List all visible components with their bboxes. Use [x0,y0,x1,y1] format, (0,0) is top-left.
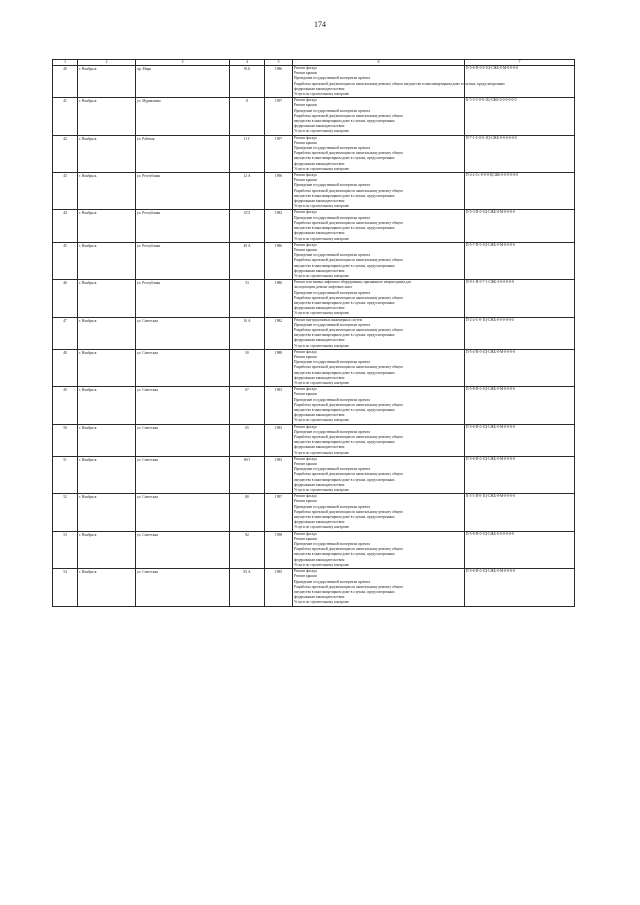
row-number: 47 [53,317,78,349]
column-header-2: 2 [78,60,136,66]
work-item: Разработка проектной документации по капитальному ремонту общего [294,584,404,589]
house-number-cell: 47/2 [230,210,265,242]
works-cell [293,173,465,210]
row-number: 53 [53,531,78,568]
work-item: Ремонт фасада [294,494,317,499]
work-item: федеральным законодательством [294,413,345,418]
house-number-cell: 69/1 [230,456,265,493]
municipality-cell: г. Ноябрьск [78,569,136,606]
work-item: Ремонт фасада [294,98,317,103]
table-row [53,242,575,279]
house-number-cell: 50 [230,349,265,386]
build-year-cell: 1998 [265,531,293,568]
work-item: имущества в многоквартирном доме в случаях, предусмотренных [294,156,395,161]
work-item: федеральным законодательством [294,595,345,600]
row-number: 46 [53,280,78,317]
work-item: Ремонт крыши [294,574,317,579]
house-number-cell: 10 А [230,317,265,349]
municipality-cell: г. Ноябрьск [78,173,136,210]
work-item: федеральным законодательством [294,124,345,129]
work-item: Услуги по строительному контролю [294,204,350,209]
municipality-cell: г. Ноябрьск [78,456,136,493]
table-row [53,317,575,349]
work-item: Услуги по строительному контролю [294,418,350,423]
house-number-cell: 80 [230,494,265,531]
build-year-cell: 1982 [265,210,293,242]
street-cell: ул. Советская [136,531,230,568]
work-item: Проведение государственной экспертизы проекта [294,467,371,472]
work-item: Ремонт фасада [294,242,317,247]
column-header-3: 3 [136,60,230,66]
building-code-cell: К-5-3-С-0-0-1Ц-СЖБ-0-0-0-0-0-0 [465,98,575,135]
municipality-cell: г. Ноябрьск [78,98,136,135]
work-item: Ремонт крыши [294,536,317,541]
house-number-cell: 67 [230,387,265,424]
work-item: Ремонт внутридомовых инженерных систем [294,317,362,322]
work-item: имущества в многоквартирном доме в случаях, предусмотренных [294,226,395,231]
work-item: федеральным законодательством [294,482,345,487]
work-item: Услуги по строительному контролю [294,236,350,241]
work-item: Проведение государственной экспертизы проекта [294,322,371,327]
row-number: 50 [53,424,78,456]
works-cell [293,317,465,349]
works-cell [293,135,465,172]
work-item: Разработка проектной документации по капитальному ремонту общего [294,113,404,118]
works-cell [293,387,465,424]
work-item: федеральным законодательством [294,268,345,273]
work-item: Проведение государственной экспертизы проекта [294,504,371,509]
table-row [53,569,575,606]
work-item: Проведение государственной экспертизы проекта [294,579,371,584]
house-number-cell: 65 [230,424,265,456]
work-item: Разработка проектной документации по капитальному ремонту общего [294,220,404,225]
work-item: Услуги по строительному контролю [294,129,350,134]
row-number: 41 [53,98,78,135]
works-cell [293,569,465,606]
work-item: Проведение государственной экспертизы проекта [294,290,371,295]
work-item: имущества в многоквартирном доме в случаях, предусмотренных [294,515,395,520]
build-year-cell: 1983 [265,424,293,456]
work-item: федеральным законодательством [294,557,345,562]
work-item: Ремонт крыши [294,462,317,467]
house-number-cell: 11 Г [230,135,265,172]
work-item: имущества в многоквартирном доме в случаях, предусмотренных [294,119,395,124]
row-number: 43 [53,173,78,210]
build-year-cell: 1988 [265,349,293,386]
work-item: имущества в многоквартирном доме в случаях, предусмотренных [294,477,395,482]
street-cell: ул. Советская [136,349,230,386]
column-header-7: 7 [465,60,575,66]
work-item: имущества в многоквартирном доме в случаях, предусмотренных [294,263,395,268]
work-item: имущества в многоквартирном доме в случаях, предусмотренных [294,300,395,305]
work-item: Разработка проектной документации по капитальному ремонту общего [294,472,404,477]
work-item: Ремонт крыши [294,71,317,76]
municipality-cell: г. Ноябрьск [78,494,136,531]
house-number-cell: 8 [230,98,265,135]
house-number-cell: 93 Б [230,66,265,98]
street-cell: ул. Республики [136,210,230,242]
work-item: Услуги по строительному контролю [294,166,350,171]
work-item: Проведение государственной экспертизы проекта [294,429,371,434]
table-row [53,456,575,493]
house-number-cell: 12 А [230,173,265,210]
build-year-cell: 1985 [265,569,293,606]
works-cell [293,456,465,493]
work-item: Разработка проектной документации по капитальному ремонту общего [294,327,404,332]
table-row [53,280,575,317]
table-row [53,173,575,210]
street-cell: ул. Республики [136,173,230,210]
building-code-cell: П-9-1-П-0-7-1-СЖБ-3-0-0-0-0-0 [465,280,575,317]
works-cell [293,210,465,242]
work-item: Разработка проектной документации по капитальному ремонту общего [294,547,404,552]
row-number: 48 [53,349,78,386]
building-code-cell: П-7-1-С-0-0-1Ц-СЖБ-0-0-0-0-0-0 [465,135,575,172]
work-item: имущества в многоквартирном доме в случаях, предусмотренных [294,370,395,375]
street-cell: ул. Советская [136,317,230,349]
work-item: Проведение государственной экспертизы проекта [294,215,371,220]
column-header-5: 5 [265,60,293,66]
work-item: Ремонт фасада [294,173,317,178]
build-year-cell: 1997 [265,98,293,135]
work-item: Ремонт фасада [294,456,317,461]
building-code-cell: П-5-4-П-0-1Ц-СЖБ-0-М-0-0-0-0 [465,349,575,386]
work-item: Ремонт крыши [294,140,317,145]
work-item: Разработка проектной документации по капитальному ремонту общего [294,295,404,300]
column-header-6: 6 [293,60,465,66]
build-year-cell: 1983 [265,387,293,424]
work-item: Проведение государственной экспертизы проекта [294,146,371,151]
work-item: Разработка проектной документации по капитальному ремонту общего [294,151,404,156]
work-item: Разработка проектной документации по капитальному ремонту общего [294,188,404,193]
row-number: 52 [53,494,78,531]
house-number-cell: 53 [230,280,265,317]
municipality-cell: г. Ноябрьск [78,387,136,424]
building-code-cell: П-5-6-П-0-1Ц-СЖБ-0-М-0-0-0-0 [465,569,575,606]
build-year-cell: 1996 [265,173,293,210]
work-item: Услуги по строительному контролю [294,525,350,530]
build-year-cell: 1982 [265,317,293,349]
works-cell [293,242,465,279]
table-row [53,135,575,172]
row-number: 40 [53,66,78,98]
work-item: Ремонт фасада [294,424,317,429]
work-item: Услуги по строительному контролю [294,311,350,316]
street-cell: ул. Республики [136,242,230,279]
municipality-cell: г. Ноябрьск [78,210,136,242]
municipality-cell: г. Ноябрьск [78,349,136,386]
house-number-cell: 83 А [230,569,265,606]
work-item: Ремонт крыши [294,354,317,359]
work-item: Услуги по строительному контролю [294,273,350,278]
table-row [53,424,575,456]
street-cell: ул. Республики [136,280,230,317]
building-code-cell: П-5-8-П-0-1Ц-СЖБ-0-М-0-0-0-0 [465,387,575,424]
house-number-cell: 49 А [230,242,265,279]
work-item: имущества в многоквартирном доме в случаях, предусмотренных [294,408,395,412]
table-row [53,66,575,98]
work-item: эксплуатации, ремонт лифтовых шахт [294,285,353,290]
work-item: имущества в многоквартирном доме в случаях, предусмотренных [294,193,395,198]
work-item: федеральным законодательством [294,161,345,166]
street-cell: пр. Мира [136,66,230,98]
table-row [53,349,575,386]
building-code-cell: П-2-2-С-0-1Ц-СЖБ-0-0-0-0-0-0 [465,317,575,349]
work-item: федеральным законодательством [294,306,345,311]
work-item: Услуги по строительному контролю [294,450,350,455]
works-cell [293,494,465,531]
row-number: 54 [53,569,78,606]
work-item: Ремонт фасада [294,531,317,536]
municipality-cell: г. Ноябрьск [78,242,136,279]
work-item: Услуги по строительному контролю [294,380,350,385]
work-item: Ремонт фасада [294,210,317,215]
building-code-cell: П-5-6-П-0-1Ц-СЖБ-0-М-0-0-0-0 [465,456,575,493]
table-row [53,387,575,424]
build-year-cell: 1986 [265,242,293,279]
work-item: Услуги по строительному контролю [294,562,350,567]
works-cell [293,280,465,317]
work-item: Услуги по строительному контролю [294,488,350,493]
work-item: имущества в многоквартирном доме в случаях, предусмотренных [294,552,395,557]
street-cell: ул. Советская [136,569,230,606]
build-year-cell: 1986 [265,280,293,317]
street-cell: ул. Советская [136,387,230,424]
row-number: 51 [53,456,78,493]
street-cell: ул. Муравленко [136,98,230,135]
work-item: Ремонт крыши [294,103,317,108]
work-item: Проведение государственной экспертизы проекта [294,542,371,547]
work-item: Проведение государственной экспертизы проекта [294,183,371,188]
work-item: Ремонт крыши [294,178,317,183]
work-item: Разработка проектной документации по капитальному ремонту общего [294,509,404,514]
works-cell [293,531,465,568]
work-item: Разработка проектной документации по капитальному ремонту общего [294,435,404,440]
municipality-cell: г. Ноябрьск [78,66,136,98]
building-code-cell: П-5-6-П-0-0-1Ц-СЖБ-0-М-0-0-0-0 [465,66,575,98]
work-item: Проведение государственной экспертизы проекта [294,108,371,113]
building-code-cell: П-5-3-П-0-1Ц-СЖБ-0-М-0-0-0-0 [465,210,575,242]
table-row [53,210,575,242]
house-number-cell: 82 [230,531,265,568]
work-item: федеральным законодательством [294,338,345,343]
work-item: федеральным законодательством [294,520,345,525]
capital-repair-table [52,59,575,607]
build-year-cell: 1997 [265,494,293,531]
row-number: 44 [53,210,78,242]
municipality-cell: г. Ноябрьск [78,280,136,317]
table-row [53,98,575,135]
work-item: Услуги по строительному контролю [294,600,350,605]
work-item: Услуги по строительному контролю [294,343,350,348]
municipality-cell: г. Ноябрьск [78,135,136,172]
work-item: Проведение государственной экспертизы проекта [294,360,371,365]
column-header-1: 1 [53,60,78,66]
column-header-4: 4 [230,60,265,66]
work-item: имущества в многоквартирном доме в случаях, предусмотренных [294,333,395,338]
work-item: Проведение государственной экспертизы проекта [294,397,371,402]
building-code-cell: П-5-6-П-0-1Ц-СЖБ-0-М-0-0-0-0 [465,424,575,456]
build-year-cell: 1997 [265,135,293,172]
street-cell: ул. Рабочая [136,135,230,172]
table-row [53,531,575,568]
building-code-cell: П-5-7-П-0-1Ц-СЖБ-0-М-0-0-0-0 [465,242,575,279]
works-cell [293,424,465,456]
street-cell: ул. Советская [136,494,230,531]
work-item: имущества в многоквартирном доме в случаях, предусмотренных [294,440,395,445]
work-item: Ремонт фасада [294,66,317,70]
works-cell [293,349,465,386]
row-number: 49 [53,387,78,424]
build-year-cell: 1986 [265,66,293,98]
work-item: Ремонт фасада [294,569,317,574]
street-cell: ул. Советская [136,456,230,493]
work-item: Ремонт фасада [294,387,317,392]
work-item: Проведение государственной экспертизы проекта [294,253,371,258]
work-item: Проведение государственной экспертизы проекта [294,76,371,81]
work-item: Разработка проектной документации по капитальному ремонту общего [294,402,404,407]
work-item: Разработка проектной документации по капитальному ремонту общего [294,258,404,263]
building-code-cell: П-5-8-П-0-1Ц-СЖБ-0-0-0-0-0-0 [465,531,575,568]
work-item: федеральным законодательством [294,231,345,236]
work-item: Разработка проектной документации по капитальному ремонту общего [294,365,404,370]
work-item: Ремонт фасада [294,135,317,140]
build-year-cell: 1983 [265,456,293,493]
municipality-cell: г. Ноябрьск [78,424,136,456]
work-item: Ремонт крыши [294,392,317,397]
works-cell [293,98,465,135]
row-number: 45 [53,242,78,279]
building-code-cell: П-4-2-Ст-0-0-0-ЦСЖБ-0-0-0-0-0-0 [465,173,575,210]
row-number: 42 [53,135,78,172]
street-cell: ул. Советская [136,424,230,456]
work-item: Ремонт крыши [294,247,317,252]
municipality-cell: г. Ноябрьск [78,531,136,568]
work-item: Ремонт крыши [294,499,317,504]
work-item: федеральным законодательством [294,86,345,91]
page-number: 174 [314,20,326,29]
work-item: федеральным законодательством [294,199,345,204]
work-item: Услуги по строительному контролю [294,92,350,97]
building-code-cell: К-5-3-П-0-1Ц-СЖБ-0-М-0-0-0-0 [465,494,575,531]
work-item: федеральным законодательством [294,445,345,450]
work-item: Ремонт или замена лифтового оборудования, признанного непригодным для [294,280,411,285]
work-item: имущества в многоквартирном доме в случаях, предусмотренных [294,589,395,594]
work-item: Ремонт фасада [294,349,317,354]
municipality-cell: г. Ноябрьск [78,317,136,349]
work-item: федеральным законодательством [294,375,345,380]
work-item: Разработка проектной документации по капитальному ремонту общего имущества в многоквартирном доме в случаях, предусмотренных [294,81,505,86]
table-row [53,494,575,531]
